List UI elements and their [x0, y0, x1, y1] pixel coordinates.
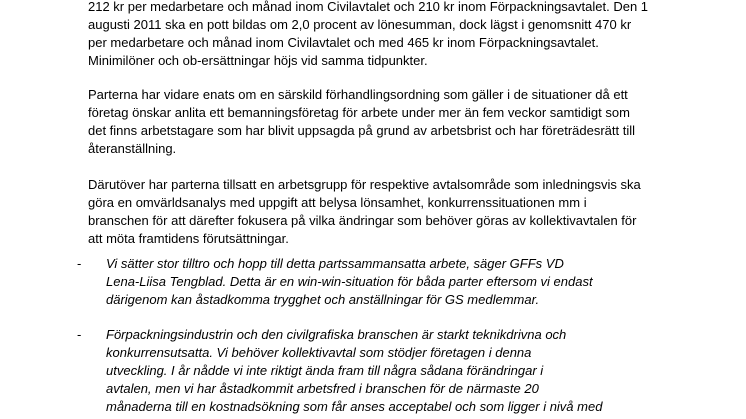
- paragraph-wage-increase: [88, 0, 648, 70]
- text-line: Minimilöner och ob-ersättningar höjs vid samma tidpunkter.: [88, 53, 428, 68]
- quote-line: Vi sätter stor tilltro och hopp till detta partssammansatta arbete, säger GFFs VD: [106, 256, 564, 271]
- text-line: återanställning.: [88, 141, 177, 156]
- text-line: det finns arbetstagare som har blivit uppsagda på grund av arbetsbrist och har företrädesrätt till: [88, 123, 636, 138]
- text-line: företag önskar anlita ett bemanningsföretag för arbete under mer än fem veckor samtidigt som: [88, 105, 630, 120]
- quote-line: Förpackningsindustrin och den civilgrafiska branschen är starkt teknikdrivna och: [106, 327, 567, 342]
- quote-dash: -: [77, 256, 82, 271]
- text-line: per medarbetare och månad inom Civilavtalet och med 465 kr inom Förpackningsavtalet.: [88, 35, 599, 50]
- quote-line: månaderna till en kostnadsökning som får anses acceptabel och som ligger i nivå med: [106, 399, 603, 414]
- text-line: 212 kr per medarbetare och månad inom Civilavtalet och 210 kr inom Förpackningsavtalet. Den 1: [88, 0, 649, 14]
- text-line: augusti 2011 ska en pott bildas om 2,0 procent av lönesumman, dock lägst i genomsnitt 470 kr: [88, 17, 632, 32]
- quote-line: avtalen, men vi har åstadkommit arbetsfred i branschen för de närmaste 20: [106, 381, 539, 396]
- paragraph-working-group: [88, 176, 648, 248]
- quote-line: därigenom kan åstadkomma trygghet och anställningar för GS medlemmar.: [106, 292, 540, 307]
- quote-line: Lena-Liisa Tengblad. Detta är en win-win-situation för båda parter eftersom vi endast: [106, 274, 593, 289]
- text-line: branschen för att därefter fokusera på vilka ändringar som behöver göras av kollektivavtalen för: [88, 213, 637, 228]
- text-line: att möta framtidens förutsättningar.: [88, 231, 289, 246]
- quote-dash: -: [77, 327, 82, 342]
- quote-line: utveckling. I år nådde vi inte riktigt ända fram till några sådana förändringar i: [106, 363, 544, 378]
- paragraph-negotiation-procedure: [88, 86, 648, 158]
- text-line: göra en omvärldsanalys med uppgift att belysa lönsamhet, konkurrenssituationen mm i: [88, 195, 587, 210]
- text-line: Parterna har vidare enats om en särskild förhandlingsordning som gäller i de situationer då ett: [88, 87, 628, 102]
- quote-body: [106, 326, 602, 416]
- text-line: Därutöver har parterna tillsatt en arbetsgrupp för respektive avtalsområde som inledningsvis ska: [88, 177, 641, 192]
- quote-body: [106, 255, 593, 309]
- quote-line: konkurrensutsatta. Vi behöver kollektivavtal som stödjer företagen i denna: [106, 345, 532, 360]
